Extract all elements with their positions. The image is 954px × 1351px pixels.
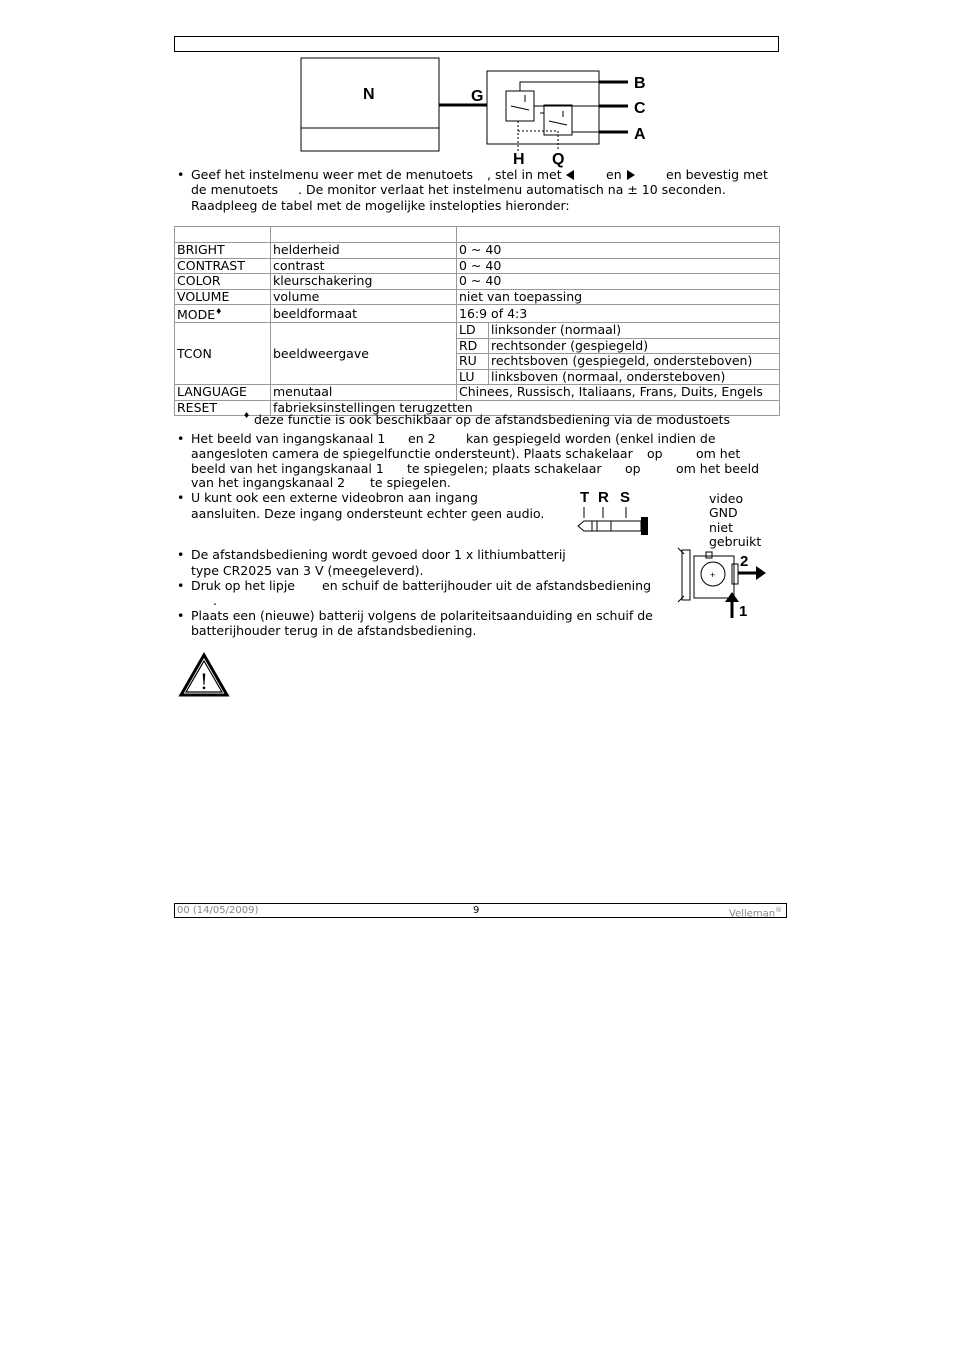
bullet-dot: •: [177, 547, 185, 562]
intro-line3: Raadpleeg de tabel met de mogelijke instelopties hieronder:: [191, 198, 570, 213]
table-cell: rechtsonder (gespiegeld): [489, 338, 780, 354]
mirror-text: om het: [696, 446, 741, 461]
table-cell: RESET: [175, 400, 271, 416]
table-cell: rechtsboven (gespiegeld, ondersteboven): [489, 354, 780, 370]
footer-frame: [174, 903, 787, 918]
table-row: [175, 243, 780, 259]
table-cell: TCON: [175, 323, 271, 385]
table-row: [175, 305, 780, 323]
battery-text: De afstandsbediening wordt gevoed door 1 x lithiumbatterij: [191, 547, 566, 562]
bullet-dot: •: [177, 578, 185, 593]
battery-text: Druk op het lipje: [191, 578, 295, 593]
bullet-dot: •: [177, 431, 185, 446]
trs-s-label: S: [620, 489, 631, 506]
mode-marker: ♦: [215, 307, 223, 316]
table-cell: Chinees, Russisch, Italiaans, Frans, Duits, Engels: [457, 385, 780, 401]
table-cell: niet van toepassing: [457, 289, 780, 305]
mirror-text: aangesloten camera de spiegelfunctie ondersteunt). Plaats schakelaar: [191, 446, 633, 461]
intro-line2b: . De monitor verlaat het instelmenu automatisch na ± 10 seconden.: [298, 182, 726, 197]
intro-line2a: de menutoets: [191, 182, 278, 197]
intro-line1b: , stel in met: [487, 167, 562, 182]
table-cell: helderheid: [271, 243, 457, 259]
output-b-label: B: [634, 75, 646, 92]
table-row: [175, 258, 780, 274]
table-cell: RU: [457, 354, 489, 370]
mirror-text: kan gespiegeld worden (enkel indien de: [466, 431, 716, 446]
battery-text: Plaats een (nieuwe) batterij volgens de polariteitsaanduiding en schuif de: [191, 608, 653, 623]
footnote-marker: ♦: [243, 411, 251, 420]
wiring-diagram: [290, 55, 670, 170]
table-cell: COLOR: [175, 274, 271, 290]
table-cell: menutaal: [271, 385, 457, 401]
table-cell: LANGUAGE: [175, 385, 271, 401]
table-cell: kleurschakering: [271, 274, 457, 290]
battery-text: batterijhouder terug in de afstandsbediening.: [191, 623, 477, 638]
table-row: [175, 274, 780, 290]
output-a-label: A: [634, 126, 646, 143]
table-cell: 16:9 of 4:3: [457, 305, 780, 323]
arrow-up-icon: [725, 592, 739, 602]
monitor-box: [301, 58, 439, 151]
table-cell: MODE♦: [175, 305, 271, 323]
table-row: [175, 385, 780, 401]
trs-legend-gebruikt: gebruikt: [709, 534, 762, 549]
table-cell: 0 ~ 40: [457, 258, 780, 274]
warning-icon: [178, 652, 230, 698]
table-cell: 0 ~ 40: [457, 243, 780, 259]
table-cell: linksonder (normaal): [489, 323, 780, 339]
footer-version: 00 (14/05/2009): [177, 905, 259, 916]
bullet-dot: •: [177, 490, 185, 505]
mirror-text: van het ingangskanaal 2: [191, 475, 346, 490]
trs-legend-gnd: GND: [709, 505, 738, 520]
intro-line1a: Geef het instelmenu weer met de menutoets: [191, 167, 474, 182]
output-c-label: C: [634, 100, 646, 117]
intro-line1c: en: [606, 167, 622, 182]
table-cell: linksboven (normaal, ondersteboven): [489, 369, 780, 385]
footer-page-number: 9: [473, 905, 480, 916]
battery-text: .: [213, 593, 217, 608]
intro-line1d: en bevestig met: [666, 167, 768, 182]
mirror-text: en 2: [408, 431, 436, 446]
registered-mark: ®: [775, 906, 783, 914]
switch-h-label: H: [513, 151, 525, 168]
bullet-dot: •: [177, 608, 185, 623]
table-cell: contrast: [271, 258, 457, 274]
footer-brand: Velleman®: [729, 906, 783, 920]
table-cell: CONTRAST: [175, 258, 271, 274]
bullet-dot: •: [177, 167, 185, 182]
trs-plug-diagram: [576, 487, 654, 539]
switch-q-label: Q: [552, 151, 565, 168]
trs-r-label: R: [598, 489, 609, 506]
mirror-text: te spiegelen.: [370, 475, 451, 490]
trs-t-label: T: [580, 489, 590, 506]
table-cell: [175, 227, 271, 243]
mirror-text: Het beeld van ingangskanaal 1: [191, 431, 386, 446]
cable-label: G: [471, 88, 484, 105]
table-cell: beeldweergave: [271, 323, 457, 385]
settings-table: [174, 226, 780, 416]
table-cell: LD: [457, 323, 489, 339]
table-row-tcon: [175, 323, 780, 339]
table-header-row: [175, 227, 780, 243]
table-cell: 0 ~ 40: [457, 274, 780, 290]
trs-legend-niet: niet: [709, 520, 733, 535]
table-cell: BRIGHT: [175, 243, 271, 259]
battery-holder-diagram: [672, 544, 772, 620]
battery-text: type CR2025 van 3 V (meegeleverd).: [191, 563, 424, 578]
table-cell: fabrieksinstellingen terugzetten: [271, 400, 780, 416]
battery-text: en schuif de batterijhouder uit de afstandsbediening: [322, 578, 652, 593]
table-cell: [457, 227, 780, 243]
mirror-text: te spiegelen; plaats schakelaar: [407, 461, 602, 476]
arrow-right-icon: [627, 170, 635, 180]
step-1-label: 1: [739, 603, 748, 620]
mirror-text: beeld van het ingangskanaal 1: [191, 461, 384, 476]
table-row: [175, 289, 780, 305]
mirror-text: om het beeld: [676, 461, 760, 476]
table-cell: [271, 227, 457, 243]
external-text: U kunt ook een externe videobron aan ingang: [191, 490, 478, 505]
table-cell: volume: [271, 289, 457, 305]
external-text: aansluiten. Deze ingang ondersteunt echter geen audio.: [191, 506, 545, 521]
footnote-text: deze functie is ook beschikbaar op de afstandsbediening via de modustoets: [254, 412, 731, 427]
table-cell: VOLUME: [175, 289, 271, 305]
monitor-label: N: [363, 86, 375, 103]
table-cell: LU: [457, 369, 489, 385]
trs-legend-video: video: [709, 491, 744, 506]
arrow-left-icon: [566, 170, 574, 180]
table-cell: beeldformaat: [271, 305, 457, 323]
step-2-label: 2: [740, 553, 749, 570]
table-cell: RD: [457, 338, 489, 354]
header-frame: [174, 36, 779, 52]
mirror-text: op: [625, 461, 641, 476]
arrow-right-icon: [756, 566, 766, 580]
battery-polarity-label: +: [710, 570, 716, 580]
mirror-text: op: [647, 446, 663, 461]
warning-symbol: !: [199, 670, 209, 694]
